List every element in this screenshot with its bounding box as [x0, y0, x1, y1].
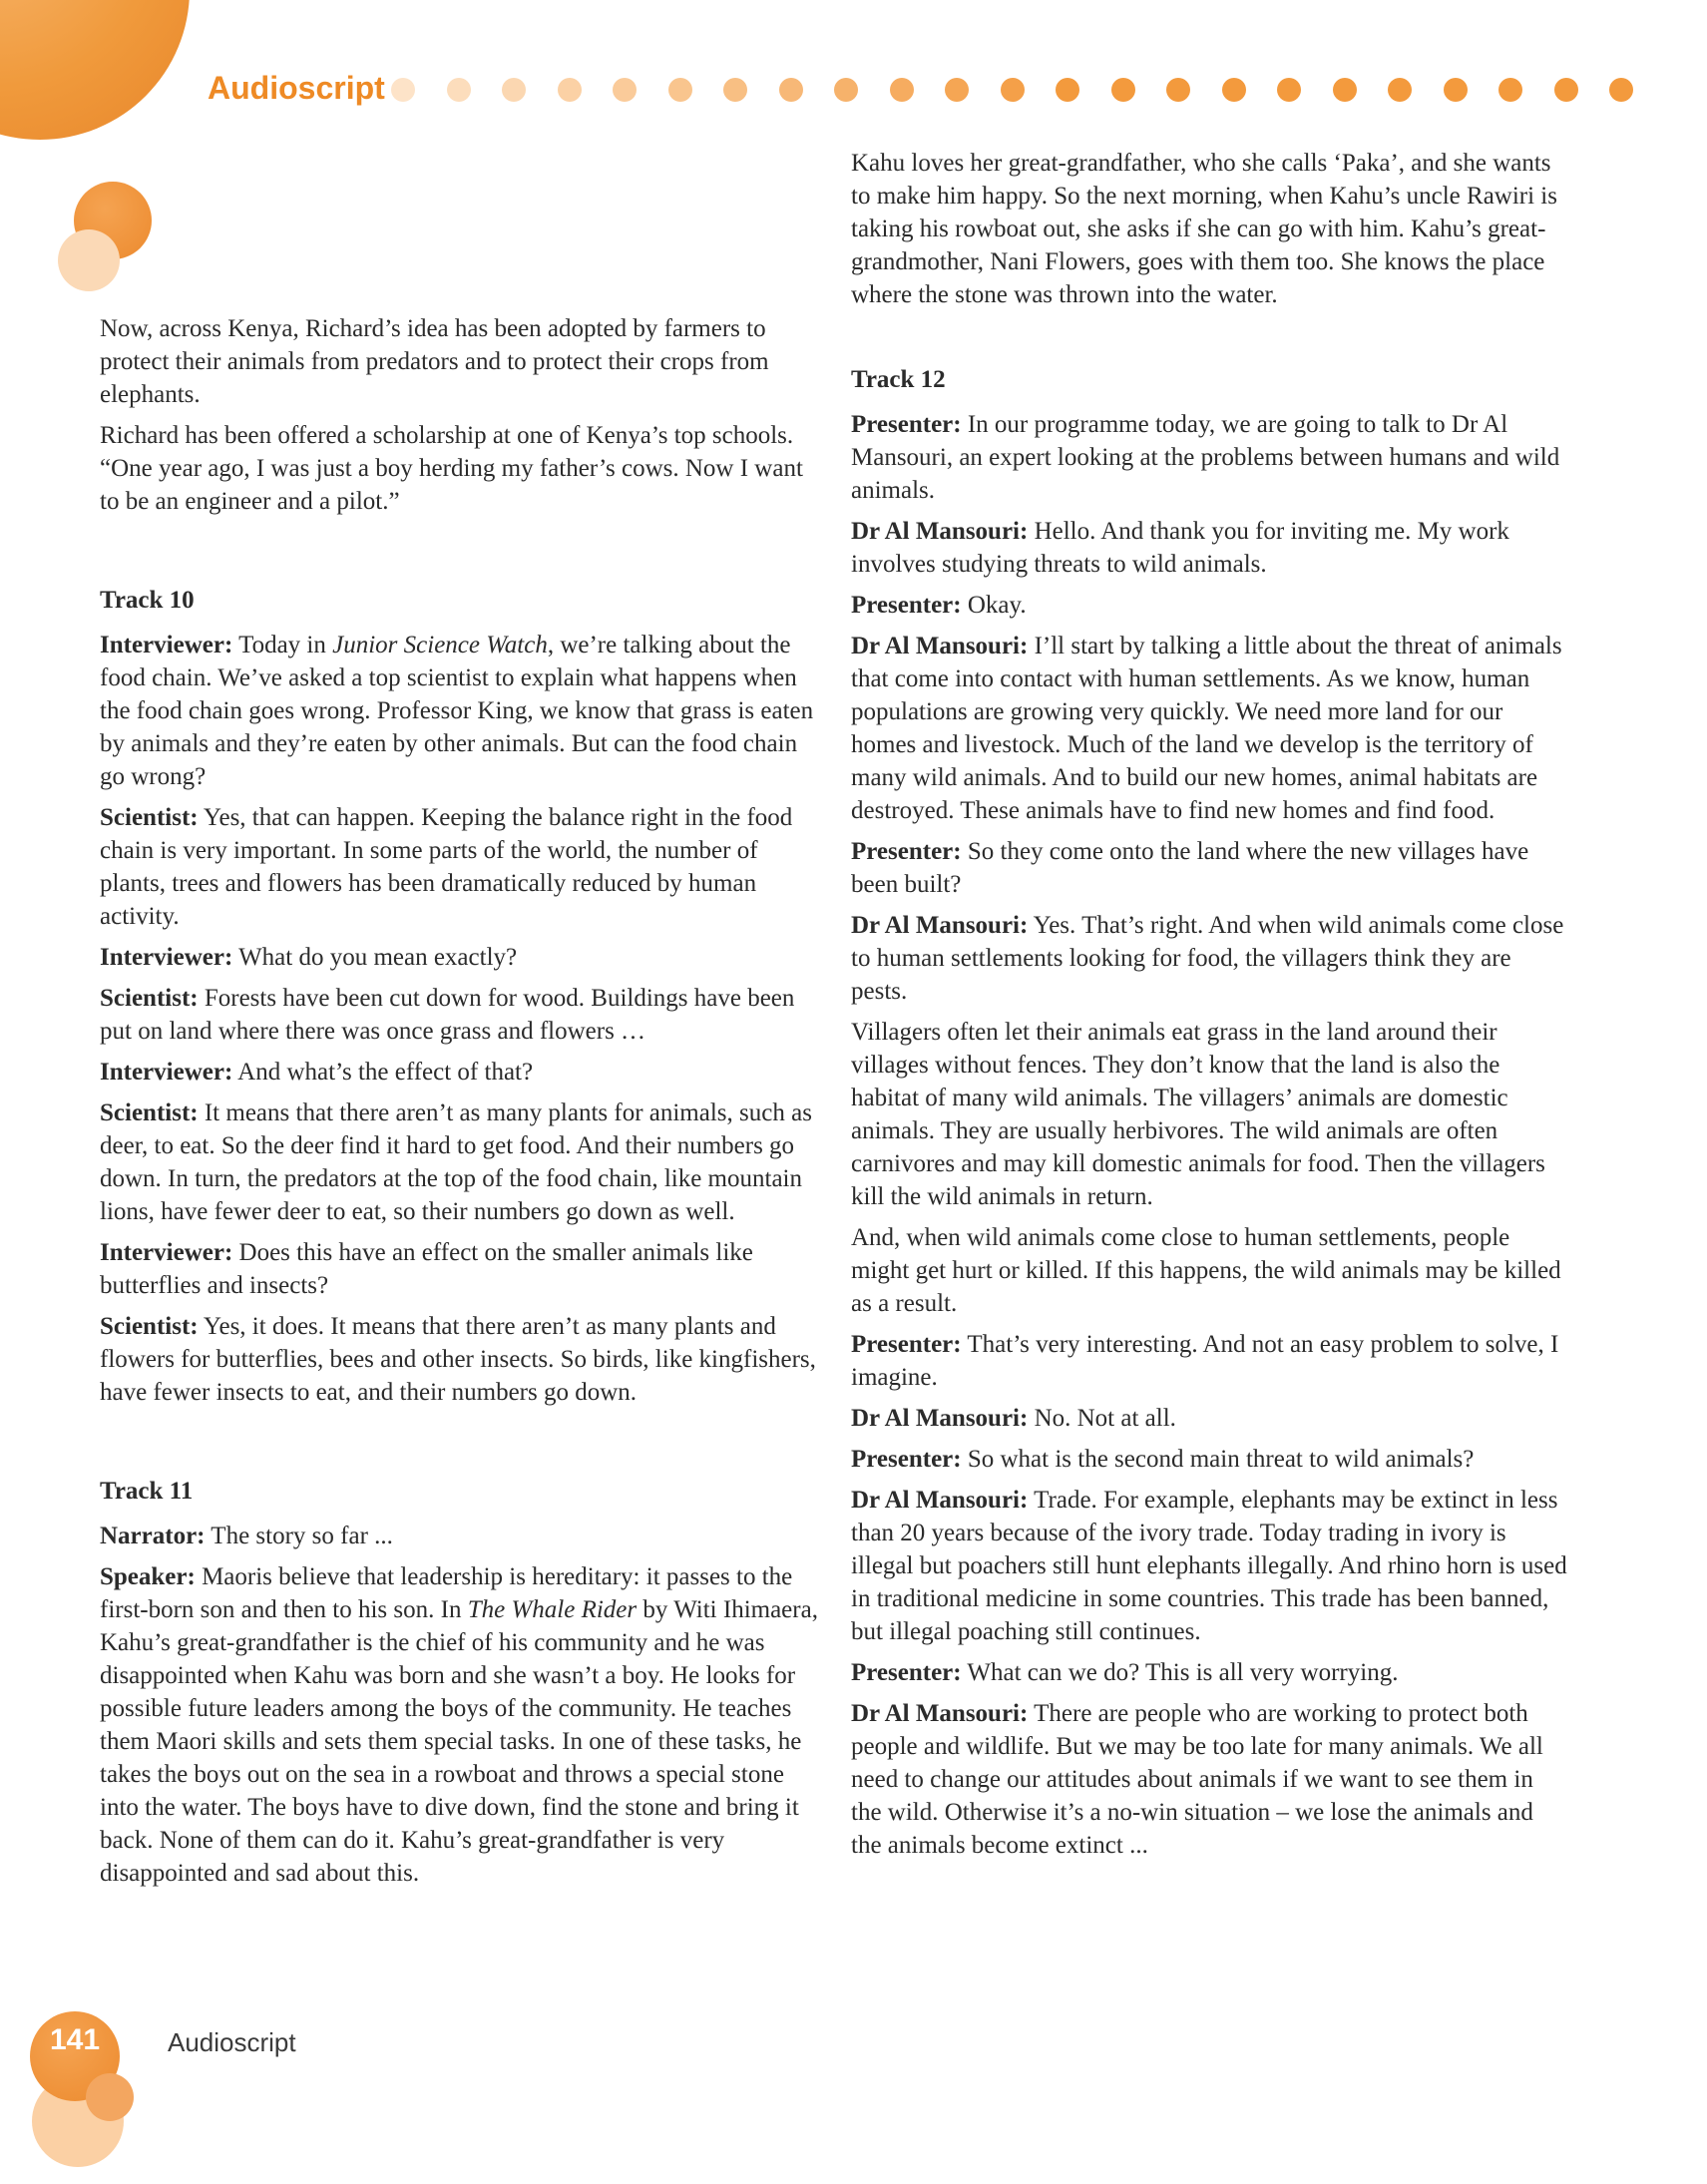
header-dot — [1498, 78, 1522, 102]
dialogue-line: Scientist: Forests have been cut down for wood. Buildings have been put on land where there was once grass and flowers … — [100, 985, 795, 1045]
header-dot — [1222, 78, 1246, 102]
dialogue-line: Presenter: What can we do? This is all very worrying. — [851, 1659, 1399, 1686]
continuation-paragraph: Kahu loves her great-grandfather, who she calls ‘Paka’, and she wants to make him happy. So the next morning, when Kahu’s uncle Rawiri is taking his rowboat out, she asks if she can go with him. Kahu’s great-grandmother, Nani Flowers, goes with them too. She knows the place where the stone was thrown into the water. — [851, 150, 1557, 308]
footer-label: Audioscript — [168, 2027, 296, 2057]
dialogue-line: Scientist: Yes, it does. It means that there aren’t as many plants and flowers for butterflies, bees and other insects. So birds, like kingfishers, have fewer insects to eat, and their numbers go down. — [100, 1313, 816, 1406]
header-dot — [502, 78, 526, 102]
speaker-label: Dr Al Mansouri: — [851, 518, 1029, 545]
header-title: Audioscript — [208, 70, 385, 106]
dialogue-line: Presenter: Okay. — [851, 592, 1027, 619]
dialogue-line: Interviewer: What do you mean exactly? — [100, 944, 518, 971]
header-dot — [779, 78, 803, 102]
dialogue-line: Dr Al Mansouri: No. Not at all. — [851, 1405, 1176, 1432]
footer-decorative-circle-small — [86, 2073, 134, 2121]
speaker-label: Presenter: — [851, 838, 962, 865]
publication-title: Junior Science Watch — [332, 632, 548, 658]
speaker-label: Interviewer: — [100, 632, 233, 658]
speaker-label: Interviewer: — [100, 1059, 233, 1086]
header-dot — [1333, 78, 1357, 102]
speaker-label: Dr Al Mansouri: — [851, 633, 1029, 659]
dialogue-line: Presenter: So what is the second main threat to wild animals? — [851, 1446, 1475, 1473]
dialogue-line: Villagers often let their animals eat grass in the land around their villages without fences. They don’t know that the land is also the habitat of many wild animals. The villagers’ animals are domestic animals. They are usually herbivores. The wild animals are often carnivores and may kill domestic animals for food. Then the villagers kill the wild animals in return. — [851, 1019, 1545, 1210]
dialogue-line: Scientist: It means that there aren’t as many plants for animals, such as deer, to eat. So the deer find it hard to get food. And their numbers go down. In turn, the predators at the top of the food chain, like mountain lions, have fewer deer to eat, so their numbers go down as well. — [100, 1099, 812, 1225]
right-column — [851, 147, 1569, 1870]
dialogue-line: Presenter: That’s very interesting. And not an easy problem to solve, I imagine. — [851, 1331, 1559, 1391]
speaker-label: Dr Al Mansouri: — [851, 1487, 1029, 1514]
header-dot — [1444, 78, 1468, 102]
track-11-heading: Track 11 — [100, 1478, 194, 1505]
dialogue-line: Interviewer: And what’s the effect of that? — [100, 1059, 534, 1086]
header-dot — [1166, 78, 1190, 102]
speaker-label: Presenter: — [851, 411, 962, 438]
header-dot — [723, 78, 747, 102]
header-dot — [558, 78, 582, 102]
header-dot — [1001, 78, 1025, 102]
intro-paragraph: Now, across Kenya, Richard’s idea has been adopted by farmers to protect their animals from predators and to protect their crops from elephants. — [100, 315, 769, 408]
header-dot — [1056, 78, 1079, 102]
header-dot — [890, 78, 914, 102]
speaker-label: Dr Al Mansouri: — [851, 912, 1029, 939]
speaker-label: Narrator: — [100, 1523, 206, 1549]
page-number: 141 — [49, 2023, 101, 2056]
dialogue-line: Dr Al Mansouri: Hello. And thank you for inviting me. My work involves studying threats to wild animals. — [851, 518, 1509, 578]
header-dot — [1609, 78, 1633, 102]
track-10-heading: Track 10 — [100, 587, 195, 614]
speaker-label: Scientist: — [100, 1313, 199, 1340]
header-dot — [1111, 78, 1135, 102]
dialogue-line: Narrator: The story so far ... — [100, 1523, 393, 1549]
header-dot — [945, 78, 969, 102]
dialogue-line: Dr Al Mansouri: There are people who are working to protect both people and wildlife. But we may be too late for many animals. We all need to change our attitudes about animals if we want to see them in the wild. Otherwise it’s a no-win situation – we lose the animals and the animals become extinct ... — [851, 1700, 1543, 1859]
header-dot-row — [391, 72, 1707, 108]
header-decorative-circle-large — [0, 0, 190, 140]
dialogue-line: Presenter: So they come onto the land where the new villages have been built? — [851, 838, 1529, 898]
speaker-label: Presenter: — [851, 1659, 962, 1686]
left-column — [100, 312, 818, 1898]
header-dot — [668, 78, 692, 102]
dialogue-line: Dr Al Mansouri: Yes. That’s right. And when wild animals come close to human settlements looking for food, the villagers think they are pests. — [851, 912, 1564, 1005]
dialogue-line: Speaker: Maoris believe that leadership is hereditary: it passes to the first-born son and then to his son. In The Whale Rider by Witi Ihimaera, Kahu’s great-grandfather is the chief of his community and he was disappointed when Kahu was born and she wasn’t a boy. He looks for possible future leaders among the boys of the community. He teaches them Maori skills and sets them special tasks. In one of these tasks, he takes the boys out on the sea in a rowboat and throws a special stone into the water. The boys have to dive down, find the stone and bring it back. None of them can do it. Kahu’s great-grandfather is very disappointed and sad about this. — [100, 1563, 818, 1887]
speaker-label: Dr Al Mansouri: — [851, 1405, 1029, 1432]
book-title: The Whale Rider — [467, 1596, 638, 1623]
dialogue-line: Interviewer: Today in Junior Science Watch, we’re talking about the food chain. We’ve asked a top scientist to explain what happens when the food chain goes wrong. Professor King, we know that grass is eaten by animals and they’re eaten by other animals. But can the food chain go wrong? — [100, 632, 814, 790]
speaker-label: Speaker: — [100, 1563, 196, 1590]
speaker-label: Presenter: — [851, 592, 962, 619]
speaker-label: Presenter: — [851, 1331, 962, 1358]
dialogue-line: Dr Al Mansouri: I’ll start by talking a little about the threat of animals that come into contact with human settlements. As we know, human populations are growing very quickly. We need more land for our homes and livestock. Much of the land we develop is the territory of many wild animals. And to build our new homes, animal habitats are destroyed. These animals have to find new homes and find food. — [851, 633, 1562, 824]
speaker-label: Scientist: — [100, 1099, 199, 1126]
header-dot — [391, 78, 415, 102]
speaker-label: Scientist: — [100, 804, 199, 831]
dialogue-line: Presenter: In our programme today, we are going to talk to Dr Al Mansouri, an expert looking at the problems between humans and wild animals. — [851, 411, 1560, 504]
header-dot — [1554, 78, 1578, 102]
dialogue-line: Dr Al Mansouri: Trade. For example, elephants may be extinct in less than 20 years because of the ivory trade. Today trading in ivory is illegal but poachers still hunt elephants illegally. And rhino horn is used in traditional medicine in some countries. This trade has been banned, but illegal poaching still continues. — [851, 1487, 1567, 1645]
header-dot — [834, 78, 858, 102]
speaker-label: Presenter: — [851, 1446, 962, 1473]
header-dot — [447, 78, 471, 102]
header-decorative-circle-small — [58, 229, 120, 291]
speaker-label: Interviewer: — [100, 1239, 233, 1266]
header-dot — [1388, 78, 1412, 102]
speaker-label: Interviewer: — [100, 944, 233, 971]
intro-paragraph: Richard has been offered a scholarship at one of Kenya’s top schools. “One year ago, I was just a boy herding my father’s cows. Now I want to be an engineer and a pilot.” — [100, 422, 803, 515]
speaker-label: Dr Al Mansouri: — [851, 1700, 1029, 1727]
track-12-heading: Track 12 — [851, 366, 946, 393]
dialogue-line: Interviewer: Does this have an effect on the smaller animals like butterflies and insects? — [100, 1239, 753, 1299]
dialogue-line: Scientist: Yes, that can happen. Keeping the balance right in the food chain is very important. In some parts of the world, the number of plants, trees and flowers has been dramatically reduced by human activity. — [100, 804, 793, 930]
speaker-label: Scientist: — [100, 985, 199, 1012]
dialogue-line: And, when wild animals come close to human settlements, people might get hurt or killed. If this happens, the wild animals may be killed as a result. — [851, 1224, 1561, 1317]
header-dot — [1277, 78, 1301, 102]
header-dot — [613, 78, 637, 102]
